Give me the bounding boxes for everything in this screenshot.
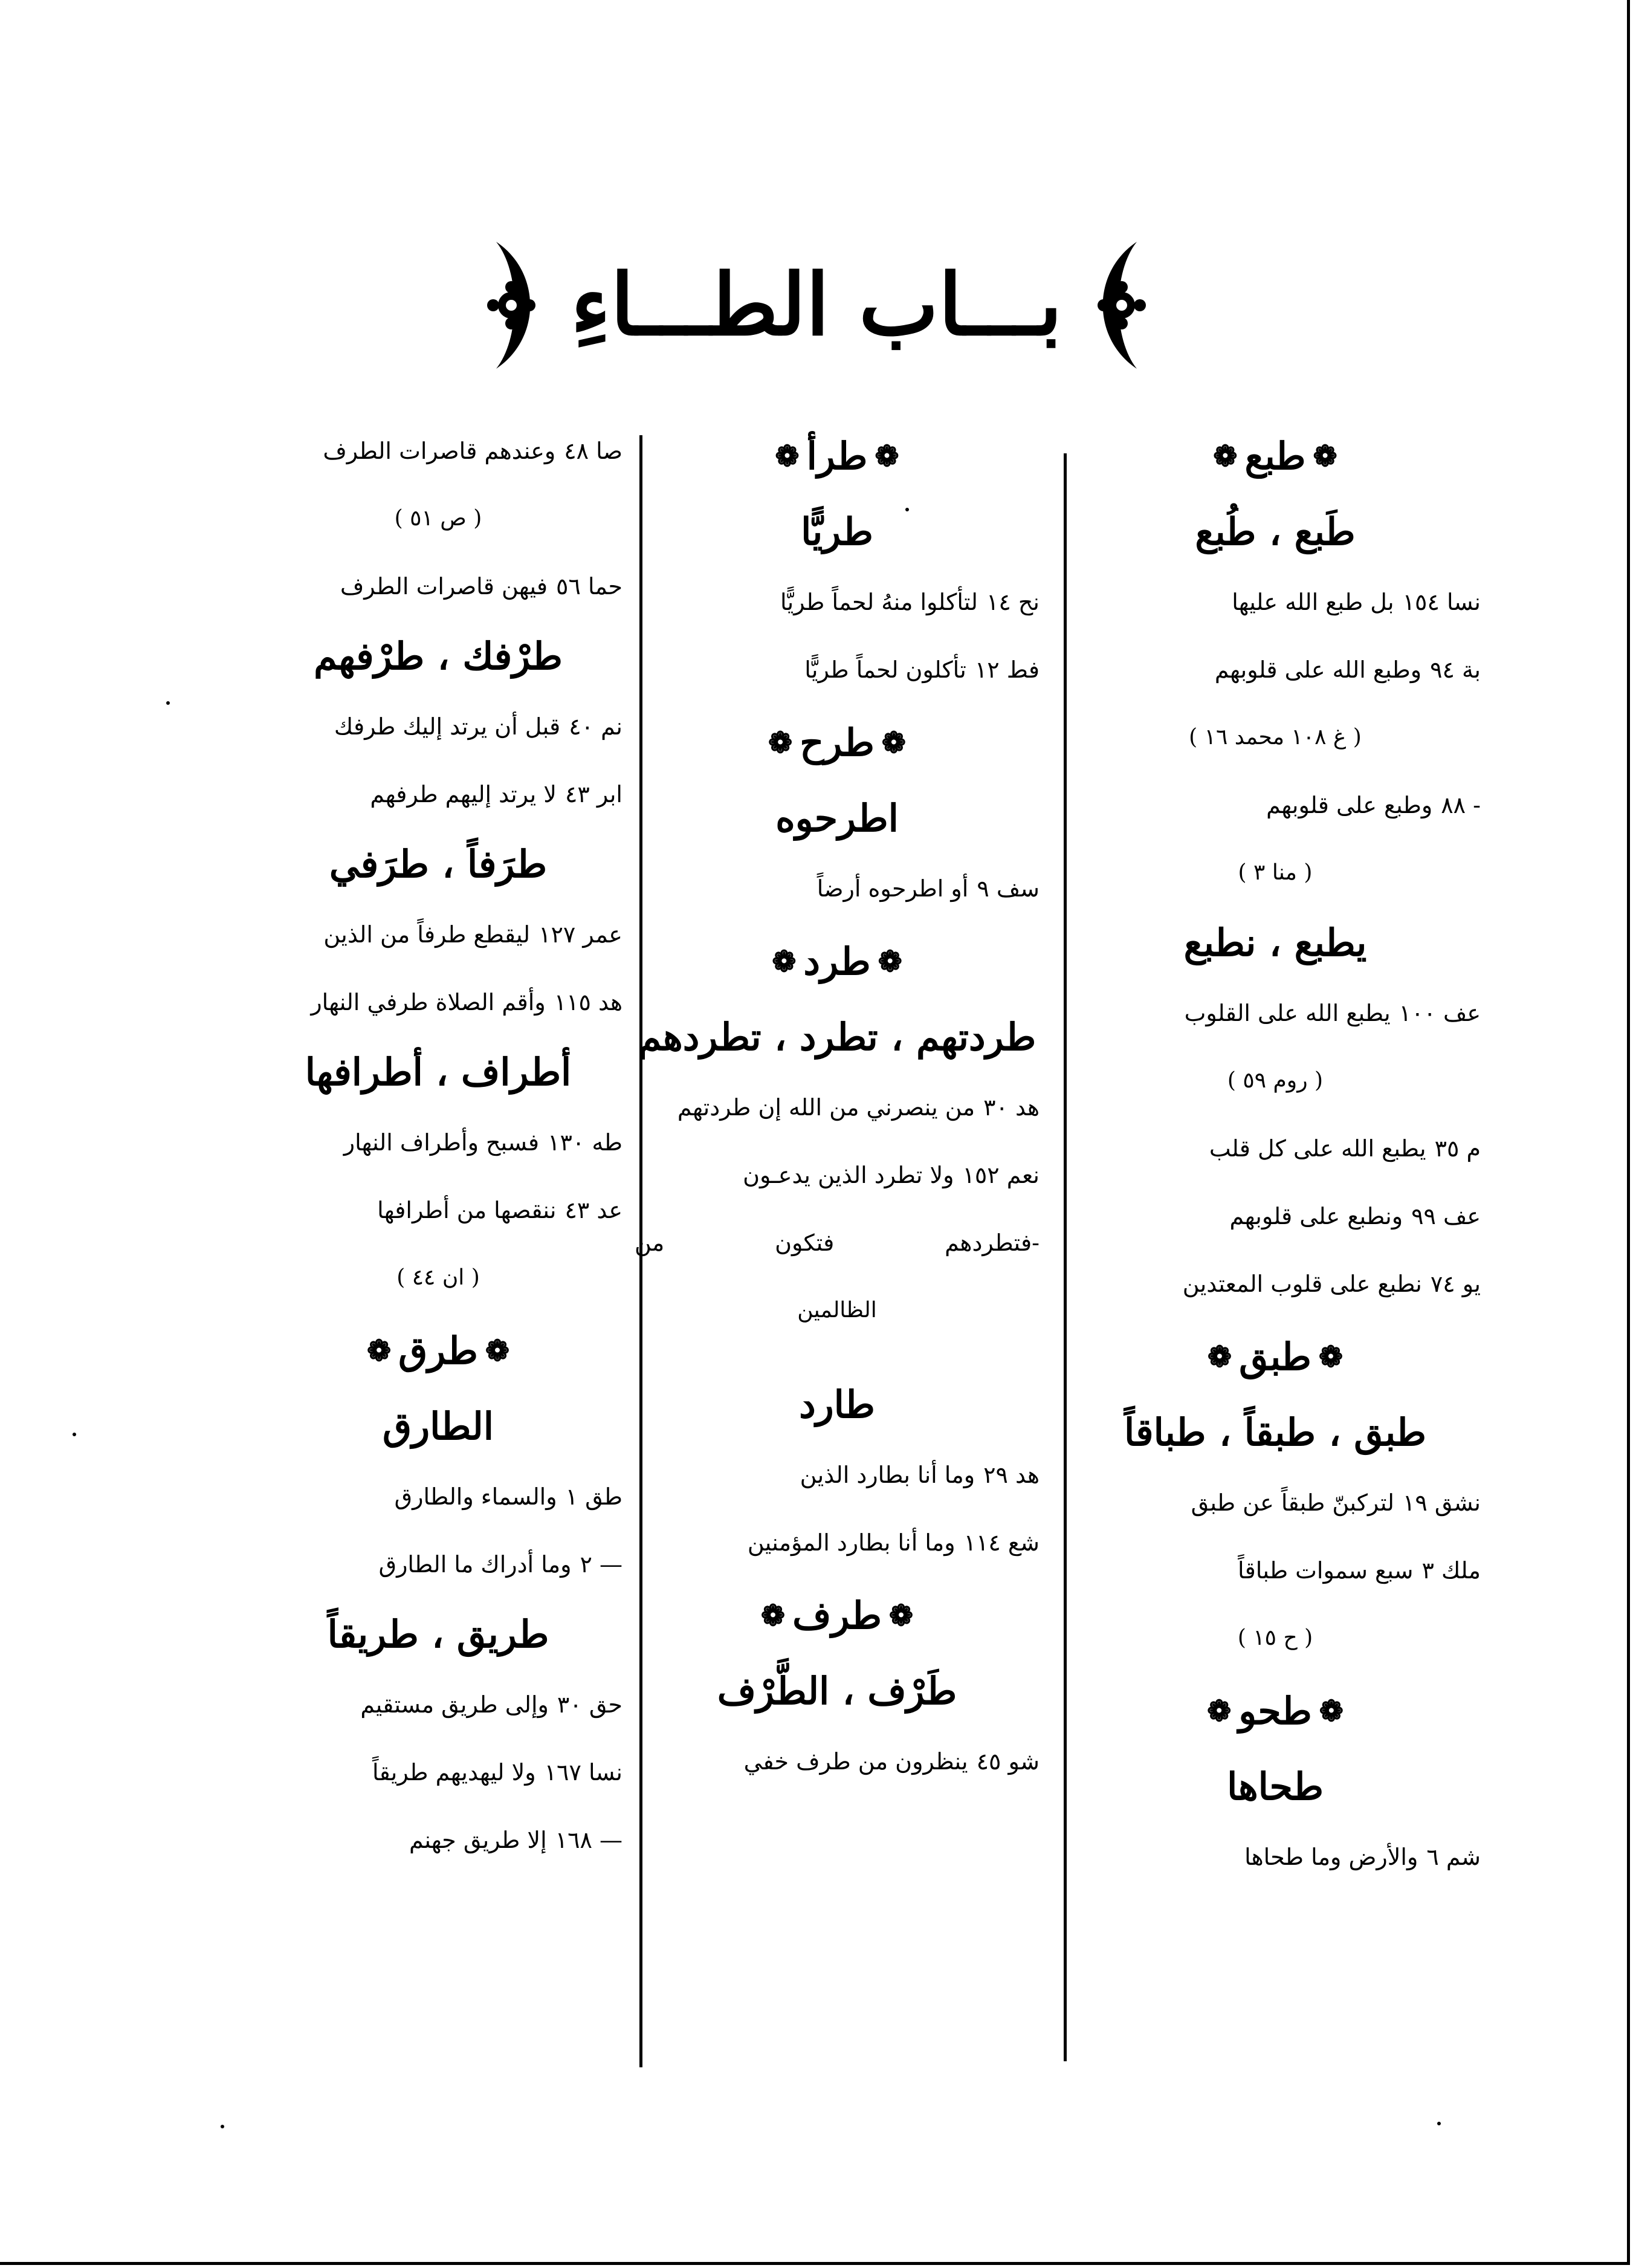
flower-ornament-icon: ❁ (878, 945, 902, 979)
verse-text: ليقطع طرفاً من الذين (323, 921, 531, 948)
left-column (254, 417, 622, 2085)
verse-entry (254, 901, 622, 968)
verse-entry (254, 1176, 622, 1244)
verse-reference: شع ١١٤ (963, 1529, 1040, 1556)
verse-reference: سف ٩ (977, 875, 1040, 902)
verse-entry (1070, 568, 1481, 636)
verse-reference: نسا ١٥٤ (1402, 589, 1481, 615)
verse-entry (1070, 1182, 1481, 1250)
verse-entry (254, 552, 622, 620)
verse-continuation: الظالمين (797, 1298, 877, 1323)
verse-reference: عمر ١٢٧ (538, 921, 622, 948)
verse-text: ونطبع على قلوبهم (1229, 1203, 1403, 1230)
word-heading: طريق ، طريقاً (327, 1612, 549, 1656)
verse-reference: فط ١٢ (974, 656, 1040, 683)
verse-text: ينظرون من طرف خفي (743, 1748, 968, 1775)
verse-entry (635, 855, 1040, 922)
verse-reference: عف ١٠٠ (1399, 1000, 1481, 1026)
root-word: طرأ (806, 434, 868, 478)
flower-ornament-icon: ❁ (888, 1599, 914, 1633)
verse-reference: ابر ٤٣ (564, 781, 622, 808)
cross-reference: ( ص ٥١ ) (394, 506, 482, 531)
verse-entry (254, 417, 622, 485)
verse-text: وإلى طريق مستقيم (360, 1691, 549, 1718)
verse-text: من ينصرني من الله إن طردتهم (677, 1094, 975, 1121)
verse-reference: طق ١ (565, 1483, 622, 1510)
flower-ornament-icon: ❁ (875, 439, 899, 473)
word-heading: أطراف ، أطرافها (305, 1050, 572, 1094)
cross-reference: ( غ ١٠٨ محمد ١٦ ) (1189, 725, 1362, 750)
verse-entry (254, 693, 622, 760)
root-heading (635, 704, 1040, 782)
verse-text: أو اطرحوه أرضاً (816, 875, 969, 902)
verse-reference: نسا ١٦٧ (544, 1759, 622, 1786)
word-heading: طرْفك ، طرْفهم (314, 634, 563, 678)
root-word: طرف (792, 1593, 882, 1638)
flower-ornament-icon: ❁ (1213, 439, 1238, 473)
verse-entry (254, 1738, 622, 1806)
word-heading: طحاها (1227, 1764, 1324, 1809)
verse-entry (635, 1728, 1040, 1795)
word-heading: طَرْف ، الطَّرْف (717, 1669, 957, 1713)
flower-ornament-icon: ❁ (772, 945, 797, 979)
verse-reference: - ٨٨ (1441, 792, 1481, 818)
flower-ornament-icon: ❁ (1207, 1694, 1232, 1728)
flower-ornament-icon: ❁ (768, 726, 793, 760)
verse-reference: هد ٣٠ (983, 1094, 1040, 1121)
word-heading: طارد (799, 1382, 875, 1427)
verse-reference: هد ١١٥ (554, 989, 622, 1016)
root-heading (635, 922, 1040, 1001)
flower-ornament-icon: ❁ (1207, 1340, 1232, 1374)
verse-text: وما أدراك ما الطارق (378, 1551, 572, 1578)
verse-reference: نم ٤٠ (569, 713, 622, 740)
word-heading: الطارق (383, 1404, 494, 1448)
verse-reference: شم ٦ (1426, 1844, 1481, 1870)
flower-ornament-icon: ❁ (485, 1334, 510, 1368)
verse-text: لا يرتد إليهم طرفهم (370, 781, 557, 808)
flower-ornament-icon: ❁ (1318, 1340, 1344, 1374)
verse-reference: هد ٢٩ (983, 1462, 1040, 1488)
cross-reference: ( ح ١٥ ) (1237, 1625, 1313, 1650)
verse-entry (635, 1141, 1040, 1209)
verse-entry (1070, 1115, 1481, 1182)
crescent-flower-ornament-icon (475, 236, 554, 375)
flower-ornament-icon: ❁ (775, 439, 800, 473)
verse-text: ننقصها من أطرافها (377, 1197, 557, 1223)
flower-ornament-icon: ❁ (881, 726, 907, 760)
verse-text: يطبع الله على القلوب (1184, 1000, 1391, 1026)
verse-reference: نح ١٤ (986, 589, 1040, 615)
verse-word: فتكون (775, 1230, 835, 1256)
verse-reference: صا ٤٨ (564, 438, 622, 464)
verse-text: لتأكلوا منهُ لحماً طريًّا (780, 589, 978, 615)
verse-entry (254, 1671, 622, 1738)
verse-text: وأقم الصلاة طرفي النهار (311, 989, 546, 1016)
verse-entry (254, 1531, 622, 1598)
verse-text: وما أنا بطارد الذين (800, 1462, 975, 1488)
flower-ornament-icon: ❁ (1319, 1694, 1344, 1728)
word-heading: طريًّا (801, 510, 873, 554)
verse-text: فيهن قاصرات الطرف (340, 573, 548, 600)
verse-entry (1070, 1469, 1481, 1537)
cross-reference: ( روم ٥٩ ) (1227, 1068, 1324, 1093)
column-divider (1064, 453, 1067, 2061)
verse-reference: بة ٩٤ (1430, 656, 1481, 683)
verse-text: والسماء والطارق (394, 1483, 557, 1510)
verse-entry (1070, 979, 1481, 1047)
verse-text: يطبع الله على كل قلب (1209, 1135, 1426, 1162)
verse-text: بل طبع الله عليها (1232, 589, 1394, 615)
verse-text: نطبع على قلوب المعتدين (1182, 1271, 1422, 1297)
verse-entry (254, 968, 622, 1036)
verse-text: ولا ليهديهم طريقاً (372, 1759, 536, 1786)
verse-reference: يو ٧٤ (1430, 1271, 1481, 1297)
root-heading (635, 417, 1040, 496)
verse-reference: م ٣٥ (1434, 1135, 1481, 1162)
verse-entry (1070, 1823, 1481, 1891)
verse-word: من (635, 1230, 665, 1256)
verse-reference: عف ٩٩ (1411, 1203, 1481, 1230)
word-heading: اطرحوه (775, 796, 899, 840)
word-heading: طَبع ، طُبع (1195, 510, 1356, 554)
verse-reference: نعم ١٥٢ (962, 1162, 1040, 1188)
scan-speck (905, 508, 909, 511)
chapter-title: بـــاب الطـــاءِ (571, 256, 1062, 355)
scan-speck (221, 2125, 224, 2128)
root-word: طحو (1238, 1689, 1312, 1733)
verse-reference: نشق ١٩ (1402, 1489, 1481, 1516)
verse-reference: ملك ٣ (1421, 1557, 1481, 1584)
word-heading: طبق ، طبقاً ، طباقاً (1124, 1410, 1426, 1454)
verse-text: لتركبنّ طبقاً عن طبق (1191, 1489, 1394, 1516)
root-word: طبق (1239, 1335, 1311, 1379)
verse-entry (1070, 771, 1481, 839)
verse-reference: عد ٤٣ (564, 1197, 622, 1223)
verse-entry (254, 1109, 622, 1176)
verse-text: ولا تطرد الذين يدعـون (743, 1162, 954, 1188)
root-heading (635, 1576, 1040, 1655)
verse-reference: طه ١٣٠ (548, 1129, 622, 1156)
root-word: طبع (1244, 434, 1306, 478)
root-heading (1070, 1318, 1481, 1396)
verse-entry (254, 1463, 622, 1531)
cross-reference: ( منا ٣ ) (1238, 860, 1313, 885)
verse-entry (1070, 636, 1481, 704)
root-word: طرح (800, 721, 875, 765)
word-heading: طرَفاً ، طرَفي (329, 842, 548, 886)
verse-reference: حما ٥٦ (556, 573, 622, 600)
verse-entry (1070, 1537, 1481, 1604)
cross-reference: ( ان ٤٤ ) (396, 1265, 480, 1290)
verse-text: وطبع الله على قلوبهم (1214, 656, 1422, 683)
verse-text: وما أنا بطارد المؤمنين (747, 1529, 956, 1556)
verse-text: تأكلون لحماً طريًّا (804, 656, 966, 683)
verse-entry (1070, 1250, 1481, 1318)
flower-ornament-icon: ❁ (760, 1599, 786, 1633)
verse-word: -فتطردهم (945, 1230, 1040, 1256)
root-word: طرق (398, 1329, 478, 1373)
verse-text: سبع سموات طباقاً (1238, 1557, 1414, 1584)
root-heading (254, 1312, 622, 1390)
right-column (1070, 417, 1481, 2085)
verse-entry (635, 568, 1040, 636)
flower-ornament-icon: ❁ (366, 1334, 392, 1368)
verse-reference: شو ٤٥ (976, 1748, 1040, 1775)
verse-text: إلا طريق جهنم (409, 1827, 547, 1853)
verse-entry (635, 636, 1040, 704)
verse-entry (254, 1806, 622, 1874)
word-heading: يطبع ، نطبع (1183, 921, 1367, 965)
verse-entry (635, 1441, 1040, 1509)
scan-speck (166, 701, 170, 705)
verse-reference: — ١٦٨ (555, 1827, 622, 1853)
verse-text: فسبح وأطراف النهار (343, 1129, 540, 1156)
verse-text: وعندهم قاصرات الطرف (323, 438, 556, 464)
crescent-flower-ornament-icon (1079, 236, 1158, 375)
root-heading (1070, 1672, 1481, 1751)
root-word: طرد (803, 939, 871, 983)
middle-column (635, 417, 1040, 2085)
scan-speck (1437, 2122, 1441, 2125)
scan-speck (73, 1433, 76, 1436)
verse-text: والأرض وما طحاها (1244, 1844, 1418, 1870)
root-heading (1070, 417, 1481, 496)
verse-entry (254, 760, 622, 828)
flower-ornament-icon: ❁ (1313, 439, 1337, 473)
verse-entry (635, 1074, 1040, 1141)
verse-continuation (635, 1209, 1040, 1277)
verse-reference: حق ٣٠ (557, 1691, 622, 1718)
page-title (0, 236, 1633, 375)
verse-text: قبل أن يرتد إليك طرفك (334, 713, 561, 740)
verse-reference: — ٢ (580, 1551, 622, 1578)
verse-entry (635, 1509, 1040, 1576)
verse-text: وطبع على قلوبهم (1266, 792, 1433, 818)
word-heading: طردتهم ، تطرد ، تطردهم (638, 1015, 1036, 1059)
